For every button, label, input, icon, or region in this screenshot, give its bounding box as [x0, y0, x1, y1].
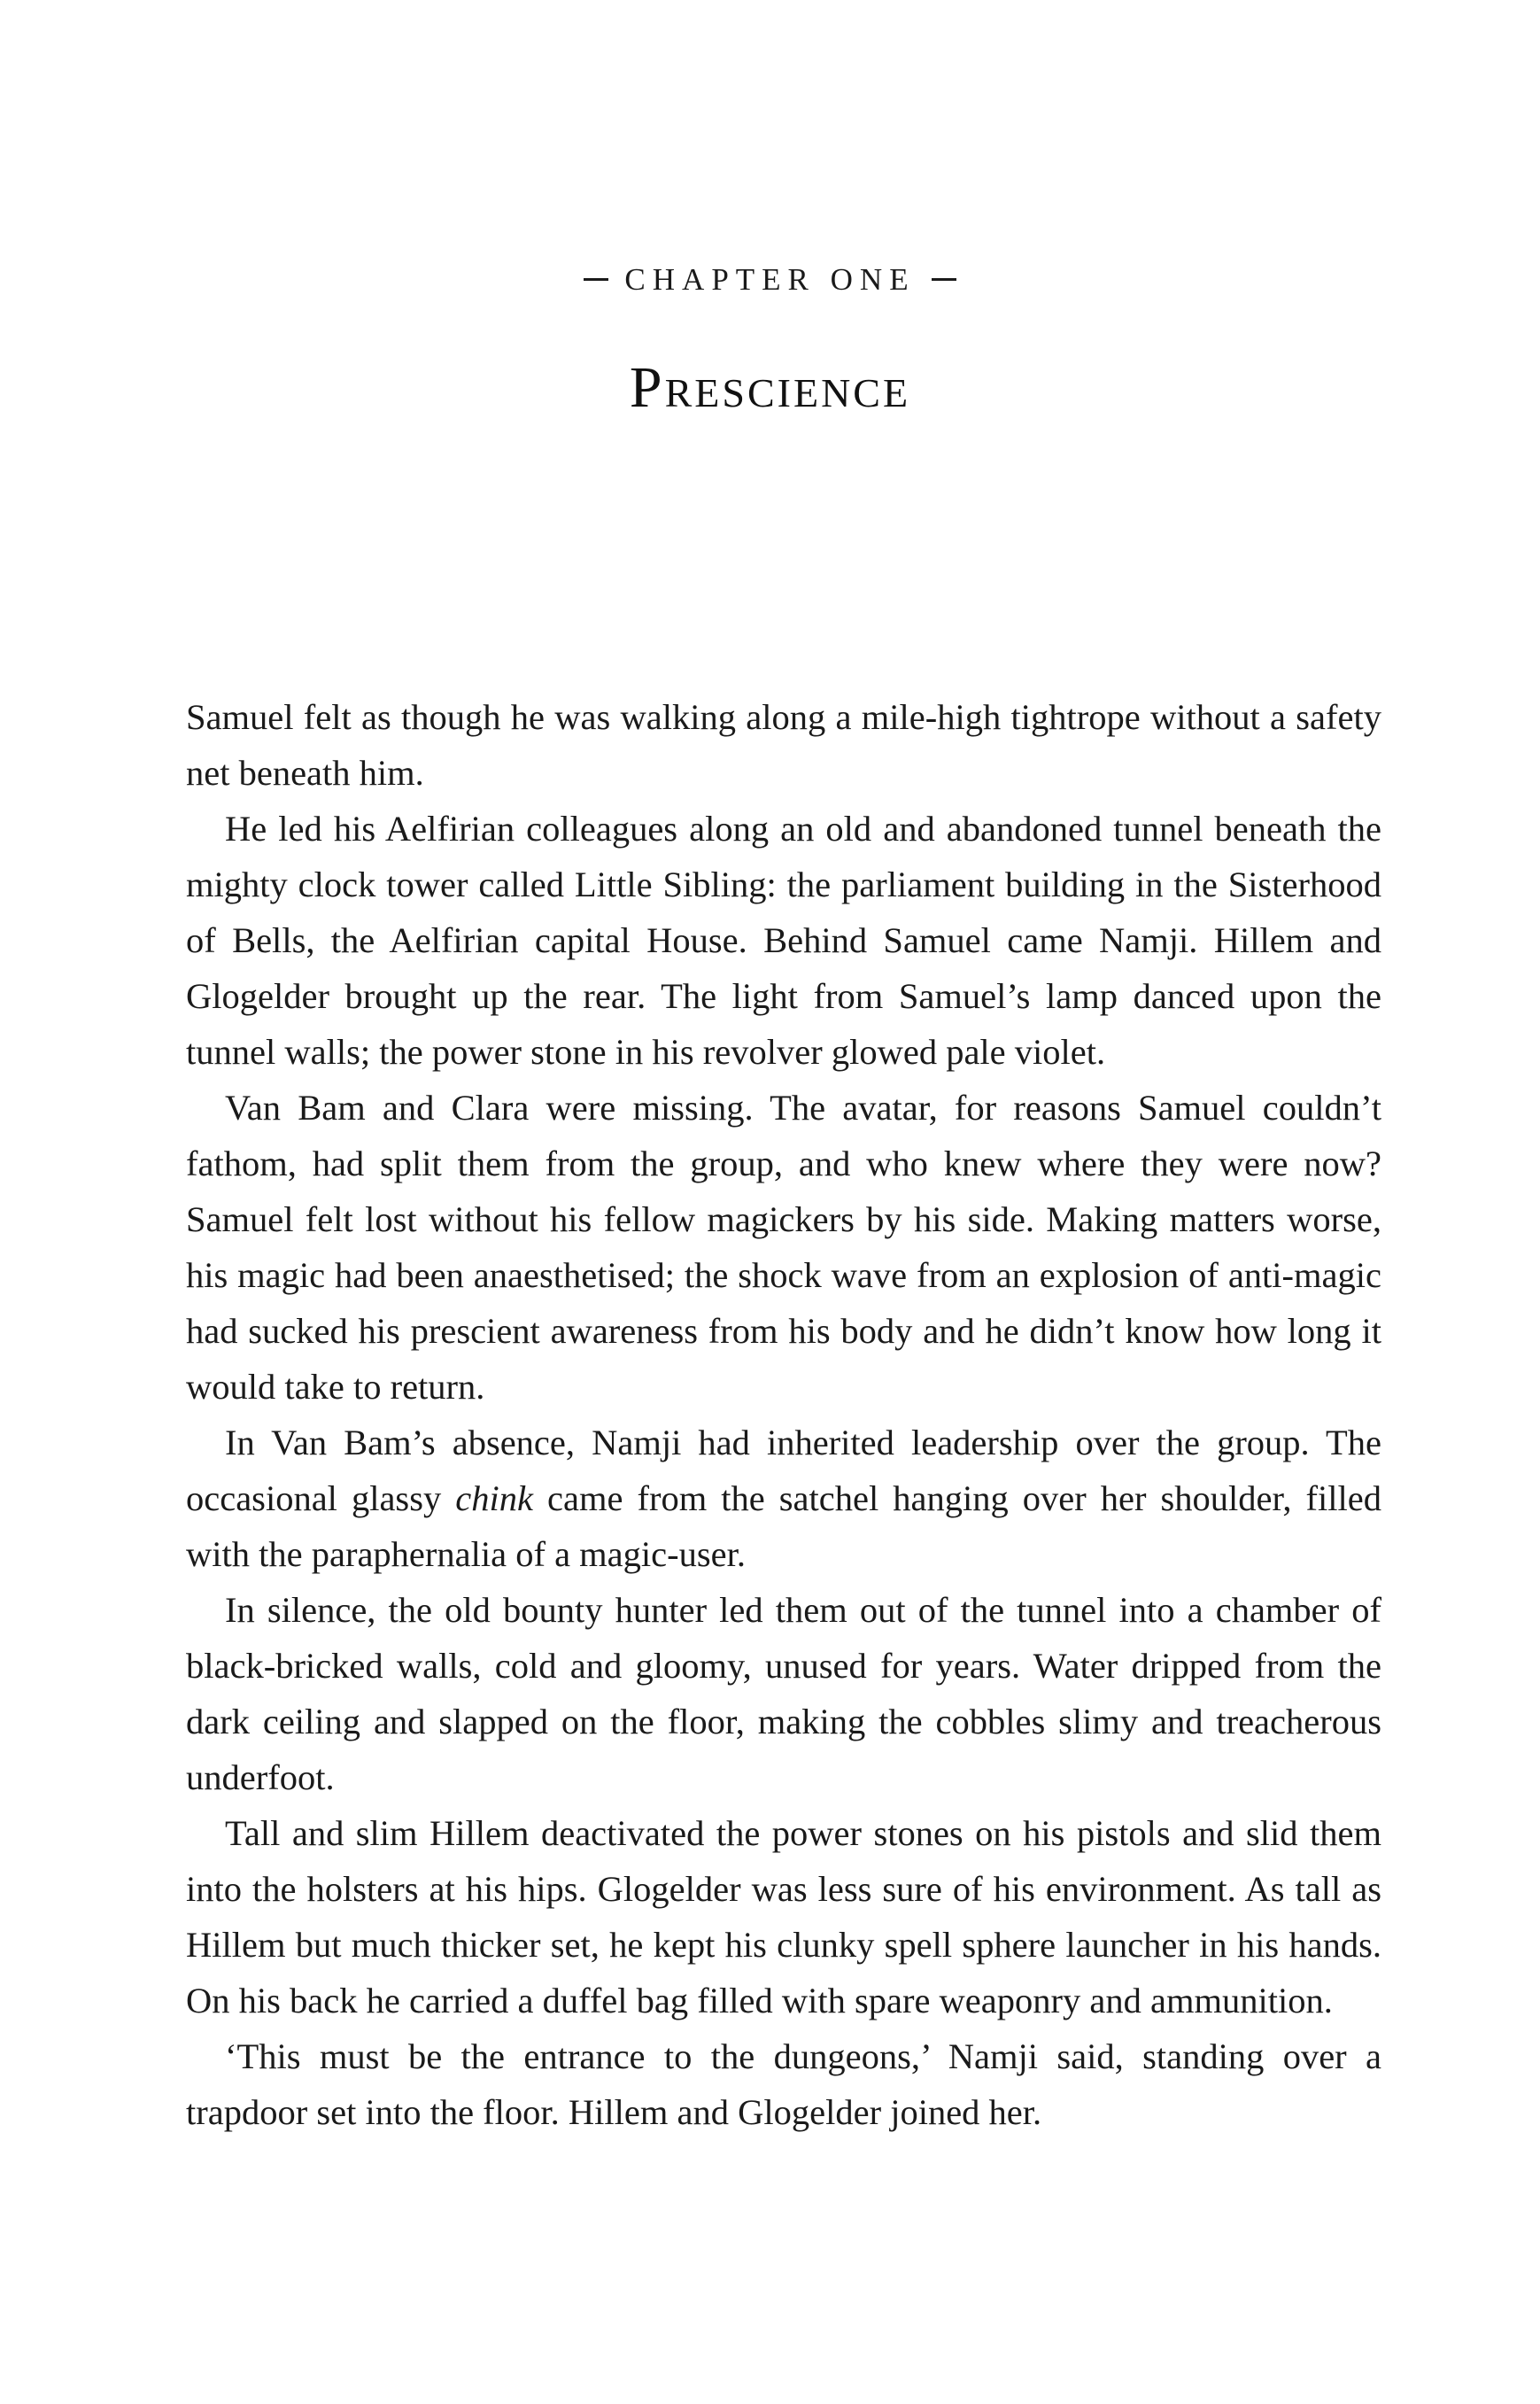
paragraph-4-italic-word: chink [455, 1478, 533, 1518]
paragraph-6: Tall and slim Hillem deactivated the power stones on his pistols and slid them into the holsters at his hips. Glogelder was less sure of his environment. As tall as Hillem but much thicker set, he kept his clunky spell sphere launcher in his hands. On his back he carried a duffel bag filled with spare weaponry and ammunition. [186, 1813, 1381, 2020]
chapter-label-text: CHAPTER ONE [624, 262, 916, 297]
paragraph-3: Van Bam and Clara were missing. The avatar, for reasons Samuel couldn’t fathom, had split them from the group, and who knew where they were now? Samuel felt lost without his fellow magickers by his side. Making matters worse, his magic had been anaesthetised; the shock wave from an explosion of anti-magic had sucked his prescient awareness from his body and he didn’t know how long it would take to return. [186, 1088, 1381, 1407]
chapter-label [0, 262, 1540, 298]
paragraph-4-after: came from the satchel hanging over her shoulder, filled with the paraphernalia of a magic-user. [186, 1478, 1381, 1574]
left-ornament-dash [584, 278, 608, 281]
paragraph-1: Samuel felt as though he was walking along a mile-high tightrope without a safety net beneath him. [186, 697, 1381, 793]
chapter-body [186, 689, 1381, 2140]
chapter-title: Prescience [629, 355, 911, 420]
paragraph-4-before: In Van Bam’s absence, Namji had inherited leadership over the group. The occasional glassy [186, 1423, 1381, 1518]
paragraph-2: He led his Aelfirian colleagues along an old and abandoned tunnel beneath the mighty clock tower called Little Sibling: the parliament building in the Sisterhood of Bells, the Aelfirian capital House. Behind Samuel came Namji. Hillem and Glogelder brought up the rear. The light from Samuel’s lamp danced upon the tunnel walls; the power stone in his revolver glowed pale violet. [186, 809, 1381, 1072]
paragraph-7: ‘This must be the entrance to the dungeons,’ Namji said, standing over a trapdoor set into the floor. Hillem and Glogelder joined her. [186, 2036, 1381, 2132]
right-ornament-dash [932, 278, 956, 281]
paragraph-5: In silence, the old bounty hunter led them out of the tunnel into a chamber of black-bricked walls, cold and gloomy, unused for years. Water dripped from the dark ceiling and slapped on the floor, making the cobbles slimy and treacherous underfoot. [186, 1590, 1381, 1797]
paragraph-4 [186, 1415, 1381, 1582]
